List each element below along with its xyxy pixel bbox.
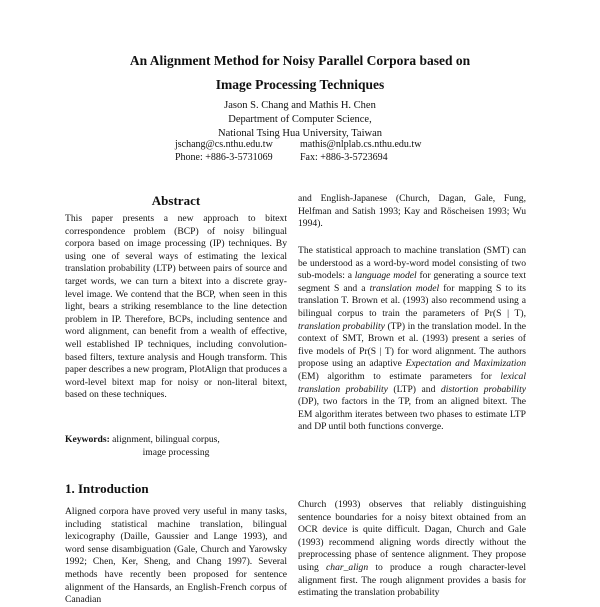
paper-title-line2: Image Processing Techniques xyxy=(215,77,385,92)
fax: Fax: +886-3-5723694 xyxy=(300,152,388,163)
p2-text-e: (EM) algorithm to estimate parameters for xyxy=(298,370,501,382)
keywords-line2: image processing xyxy=(142,447,210,458)
p2-text-a: The statistical approach to machine translation (SMT) can be understood as a word-by-word model consisting of two sub-models: a xyxy=(298,245,526,282)
p2-text-f: (LTP) and xyxy=(387,383,441,395)
p2-text-b: for generating a source text segment S and a xyxy=(298,270,526,294)
university: National Tsing Hua University, Taiwan xyxy=(218,128,382,139)
right-paragraph-2 xyxy=(298,245,526,434)
p2-text-g: (DP), two factors in the TP, from an aligned bitext. The EM algorithm iterates between two phases to estimate LTP and DP until both functions converge. xyxy=(298,396,526,433)
p2-language-model: language model xyxy=(354,270,417,282)
authors: Jason S. Chang and Mathis H. Chen xyxy=(224,100,376,111)
abstract-text: This paper presents a new approach to bitext correspondence problem (BCP) of noisy bilingual corpora based on image processing (IP) techniques. By using one of several ways of estimating the lexical translation probability (LTP) between pairs of source and target words, we can turn a bitext into a discrete gray-level image. We contend that the BCP, when seen in this light, bears a striking resemblance to the line detection problem in IP. Therefore, BCPs, including sentence and word alignment, can benefit from a wealth of effective, well established IP techniques, including convolution-based filters, texture analysis and Hough transform. This paper describes a new program, PlotAlign that produces a word-level bitext map for noisy or non-literal bitext, based on these techniques. xyxy=(65,213,287,401)
p2-distortion-probability: distortion probability xyxy=(440,383,527,395)
email-1: jschang@cs.nthu.edu.tw xyxy=(175,139,273,150)
p3-char-align: char_align xyxy=(326,561,369,573)
keywords-label: Keywords: xyxy=(65,434,110,445)
p2-translation-model: translation model xyxy=(369,282,440,294)
right-paragraph-1: and English-Japanese (Church, Dagan, Gale, Fung, Helfman and Satish 1993; Kay and Röscheisen 1993; Wu 1994). xyxy=(298,193,526,230)
abstract-heading: Abstract xyxy=(151,193,201,208)
paper-title-line1: An Alignment Method for Noisy Parallel Corpora based on xyxy=(129,53,471,68)
department: Department of Computer Science, xyxy=(228,114,372,125)
p3-text-a: Church (1993) observes that reliably distinguishing sentence boundaries for a noisy bitext obtained from an OCR device is quite difficult. Dagan, Church and Gale (1993) recommend aligning words directly without the preprocessing phase of sentence alignment. They propose using xyxy=(298,499,526,573)
intro-heading: 1. Introduction xyxy=(65,481,149,496)
email-2: mathis@nlplab.cs.nthu.edu.tw xyxy=(300,139,422,150)
p2-text-c: for mapping S to its translation T. Brown et al. (1993) also recommend using a bilingual corpus to train the parameters of Pr(S | T), xyxy=(298,282,526,319)
p2-em: Expectation and Maximization xyxy=(405,358,526,370)
right-paragraph-3 xyxy=(298,499,526,600)
p2-ltp: lexical translation probability xyxy=(298,370,526,395)
intro-text: Aligned corpora have proved very useful in many tasks, including statistical machine translation, bilingual lexicography (Daille, Gaussier and Lange 1993), and word sense disambiguation (Gale, Church and Yarowsky 1992; Chen, Ker, Sheng, and Chang 1997). Several methods have recently been proposed for sentence alignment of the Hansards, an English-French corpus of Canadian xyxy=(65,506,287,606)
keywords xyxy=(65,434,287,447)
p2-translation-probability: translation probability xyxy=(298,320,385,332)
phone: Phone: +886-3-5731069 xyxy=(175,152,273,163)
p3-text-b: to produce a rough character-level alignment first. The rough alignment provides a basis for estimating the translation probability xyxy=(298,561,526,599)
keywords-line1: alignment, bilingual corpus, xyxy=(112,434,220,445)
p2-text-d: (TP) in the translation model. In the context of SMT, Brown et al. (1993) present a series of five models of Pr(S | T) for word alignment. The authors propose using an adaptive xyxy=(298,320,526,370)
